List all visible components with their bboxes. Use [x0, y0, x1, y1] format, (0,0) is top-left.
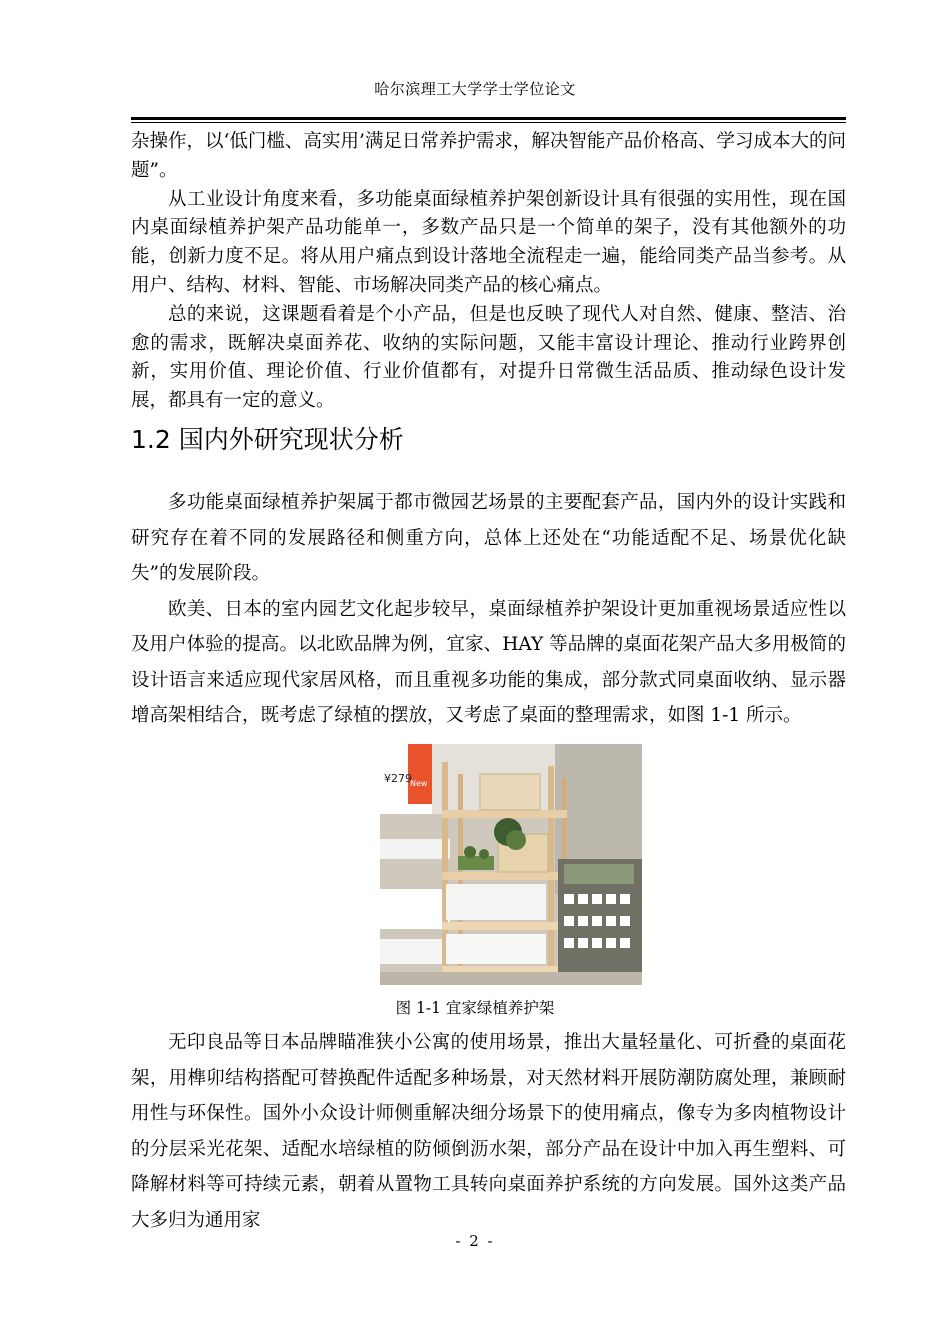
header-rule-thick — [131, 117, 846, 120]
body-bottom — [131, 1025, 846, 1238]
paragraph: 从工业设计角度来看，多功能桌面绿植养护架创新设计具有很强的实用性，现在国内桌面绿植养护架产品功能单一，多数产品只是一个简单的架子，没有其他额外的功能，创新力度不足。将从用户痛点到设计落地全流程走一遍，能给同类产品当参考。从用户、结构、材料、智能、市场解决同类产品的核心痛点。 — [131, 188, 846, 296]
paragraph: 杂操作，以‘低门槛、高实用’满足日常养护需求，解决智能产品价格高、学习成本大的问题”。 — [131, 131, 846, 181]
paragraph: 总的来说，这课题看着是个小产品，但是也反映了现代人对自然、健康、整洁、治愈的需求，既解决桌面养花、收纳的实际问题，又能丰富设计理论、推动行业跨界创新，实用价值、理论价值、行业价值都有，对提升日常微生活品质、推动绿色设计发展，都具有一定的意义。 — [131, 303, 846, 412]
figure-caption: 图 1-1 宜家绿植养护架 — [395, 999, 555, 1017]
svg-text:New: New — [410, 779, 428, 788]
running-header: 哈尔滨理工大学学士学位论文 — [374, 80, 576, 98]
paragraph: 无印良品等日本品牌瞄准狭小公寓的使用场景，推出大量轻量化、可折叠的桌面花架，用榫卯结构搭配可替换配件适配多种场景，对天然材料开展防潮防腐处理，兼顾耐用性与环保性。国外小众设计师侧重解决细分场景下的使用痛点，像专为多肉植物设计的分层采光花架、适配水培绿植的防倾倒沥水架，部分产品在设计中加入再生塑料、可降解材料等可持续元素，朝着从置物工具转向桌面养护系统的方向发展。国外这类产品大多归为通用家 — [131, 1032, 846, 1231]
body-mid — [131, 485, 846, 734]
body-top — [131, 128, 846, 416]
figure-photo-ikea-shelf — [380, 744, 642, 985]
section-heading: 1.2 国内外研究现状分析 — [131, 425, 404, 454]
paragraph: 多功能桌面绿植养护架属于都市微园艺场景的主要配套产品，国内外的设计实践和研究存在着不同的发展路径和侧重方向，总体上还处在“功能适配不足、场景优化缺失”的发展阶段。 — [131, 492, 846, 584]
paragraph: 欧美、日本的室内园艺文化起步较早，桌面绿植养护架设计更加重视场景适应性以及用户体验的提高。以北欧品牌为例，宜家、HAY 等品牌的桌面花架产品大多用极简的设计语言来适应现代家居风格，而且重视多功能的集成，部分款式同桌面收纳、显示器增高架相结合，既考虑了绿植的摆放，又考虑了桌面的整理需求，如图 1-1 所示。 — [131, 598, 846, 726]
svg-text:¥279: ¥279 — [384, 772, 412, 785]
header-rule-thin — [131, 122, 846, 123]
page-number: - 2 - — [455, 1232, 495, 1250]
